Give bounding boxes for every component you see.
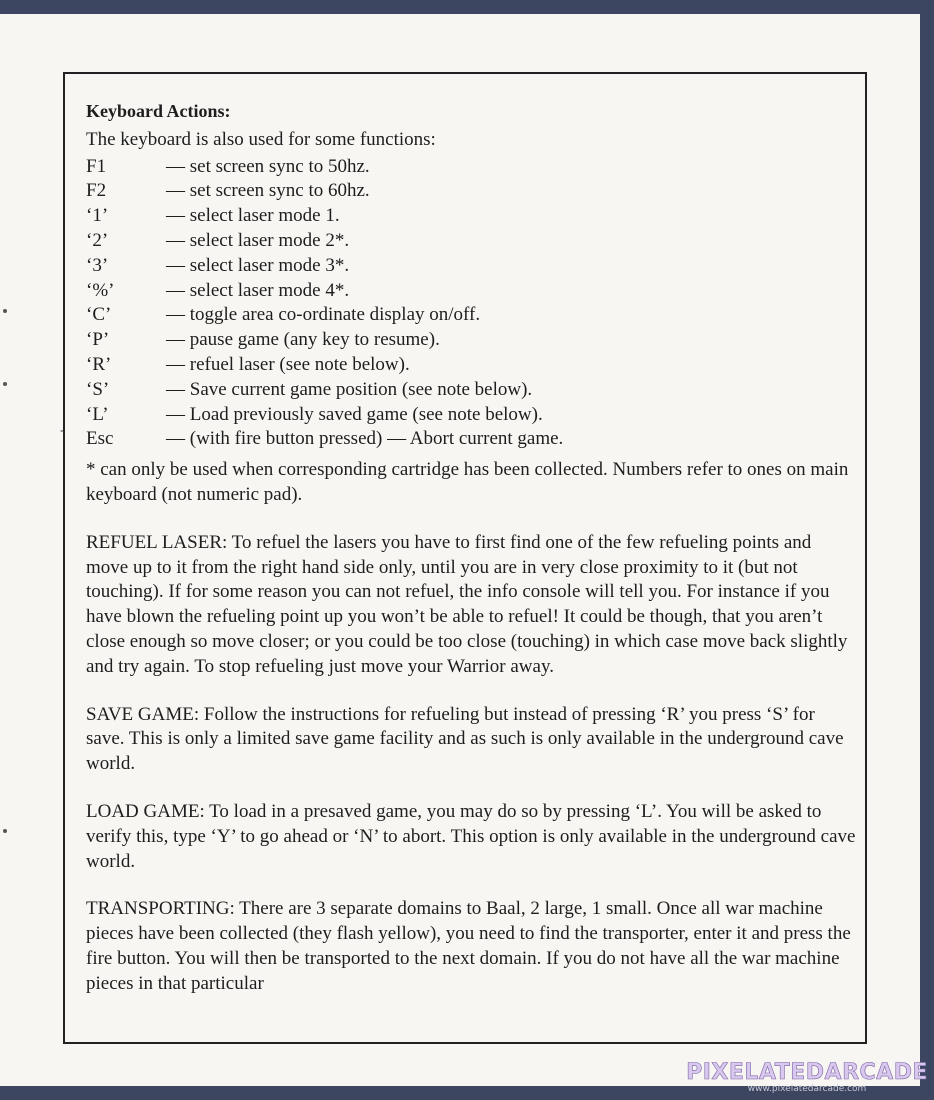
key-description: — select laser mode 3*. [166,254,350,276]
key-label: ‘R’ [86,353,112,375]
margin-dot [3,829,7,833]
key-description: — toggle area co-ordinate display on/off. [166,304,481,326]
key-label: F2 [86,180,107,202]
key-label: ‘L’ [86,403,109,425]
site-watermark [686,1062,928,1094]
margin-dash: - [60,423,65,438]
cartridge-footnote: * can only be used when corresponding cartridge has been collected. Numbers refer to ones on main keyboard (not numeric pad). [86,459,849,505]
key-label: ‘C’ [86,304,112,326]
key-row [86,328,856,353]
key-description: — set screen sync to 50hz. [166,155,370,177]
key-description: — select laser mode 2*. [166,229,350,251]
manual-content [86,99,856,997]
manual-page [0,14,920,1086]
key-row [86,204,856,229]
key-label: F1 [86,155,107,177]
key-label: ‘P’ [86,329,110,351]
refuel-laser-paragraph: REFUEL LASER: To refuel the lasers you have to first find one of the few refueling points and move up to it from the right hand side only, until you are in very close proximity to it (but not touching). If for some reason you can not refuel, the info console will tell you. For instance if you have blown the refueling point up you won’t be able to refuel! It could be though, that you aren’t close enough so move closer; or you could be too close (touching) in which case move back slightly and try again. To stop refueling just move your Warrior away. [86,531,848,677]
key-description: — select laser mode 4*. [166,279,350,301]
key-list [86,155,856,453]
key-label: ‘1’ [86,205,109,227]
key-row [86,155,856,180]
section-heading: Keyboard Actions: [86,101,231,121]
intro-text: The keyboard is also used for some functions: [86,128,436,150]
margin-dot [3,382,7,386]
key-label: ‘2’ [86,229,109,251]
save-game-paragraph: SAVE GAME: Follow the instructions for refueling but instead of pressing ‘R’ you press ‘S’ for save. This is only a limited save game facility and as such is only available in the underground cave world. [86,703,844,775]
key-label: ‘S’ [86,378,110,400]
key-label: ‘%’ [86,279,115,301]
key-row [86,303,856,328]
key-row [86,229,856,254]
key-row [86,403,856,428]
key-row [86,378,856,403]
margin-dot [3,309,7,313]
key-row [86,254,856,279]
load-game-paragraph: LOAD GAME: To load in a presaved game, you may do so by pressing ‘L’. You will be asked to verify this, type ‘Y’ to go ahead or ‘N’ to abort. This option is only available in the underground cave world. [86,800,856,872]
key-row [86,353,856,378]
key-description: — select laser mode 1. [166,205,340,227]
key-description: — (with fire button pressed) — Abort current game. [166,428,564,450]
watermark-url: www.pixelatedarcade.com [747,1084,867,1094]
key-label: Esc [86,428,114,450]
key-row [86,279,856,304]
key-description: — refuel laser (see note below). [166,353,410,375]
key-label: ‘3’ [86,254,109,276]
transporting-paragraph: TRANSPORTING: There are 3 separate domains to Baal, 2 large, 1 small. Once all war machine pieces have been collected (they flash yellow), you need to find the transporter, enter it and press the fire button. You will then be transported to the next domain. If you do not have all the war machine pieces in that particular [86,898,851,994]
key-row [86,179,856,204]
watermark-logo: PIXELATEDARCADE [686,1060,928,1085]
key-description: — pause game (any key to resume). [166,329,440,351]
key-row [86,427,856,452]
key-description: — set screen sync to 60hz. [166,180,370,202]
key-description: — Load previously saved game (see note below). [166,403,543,425]
key-description: — Save current game position (see note below). [166,378,533,400]
